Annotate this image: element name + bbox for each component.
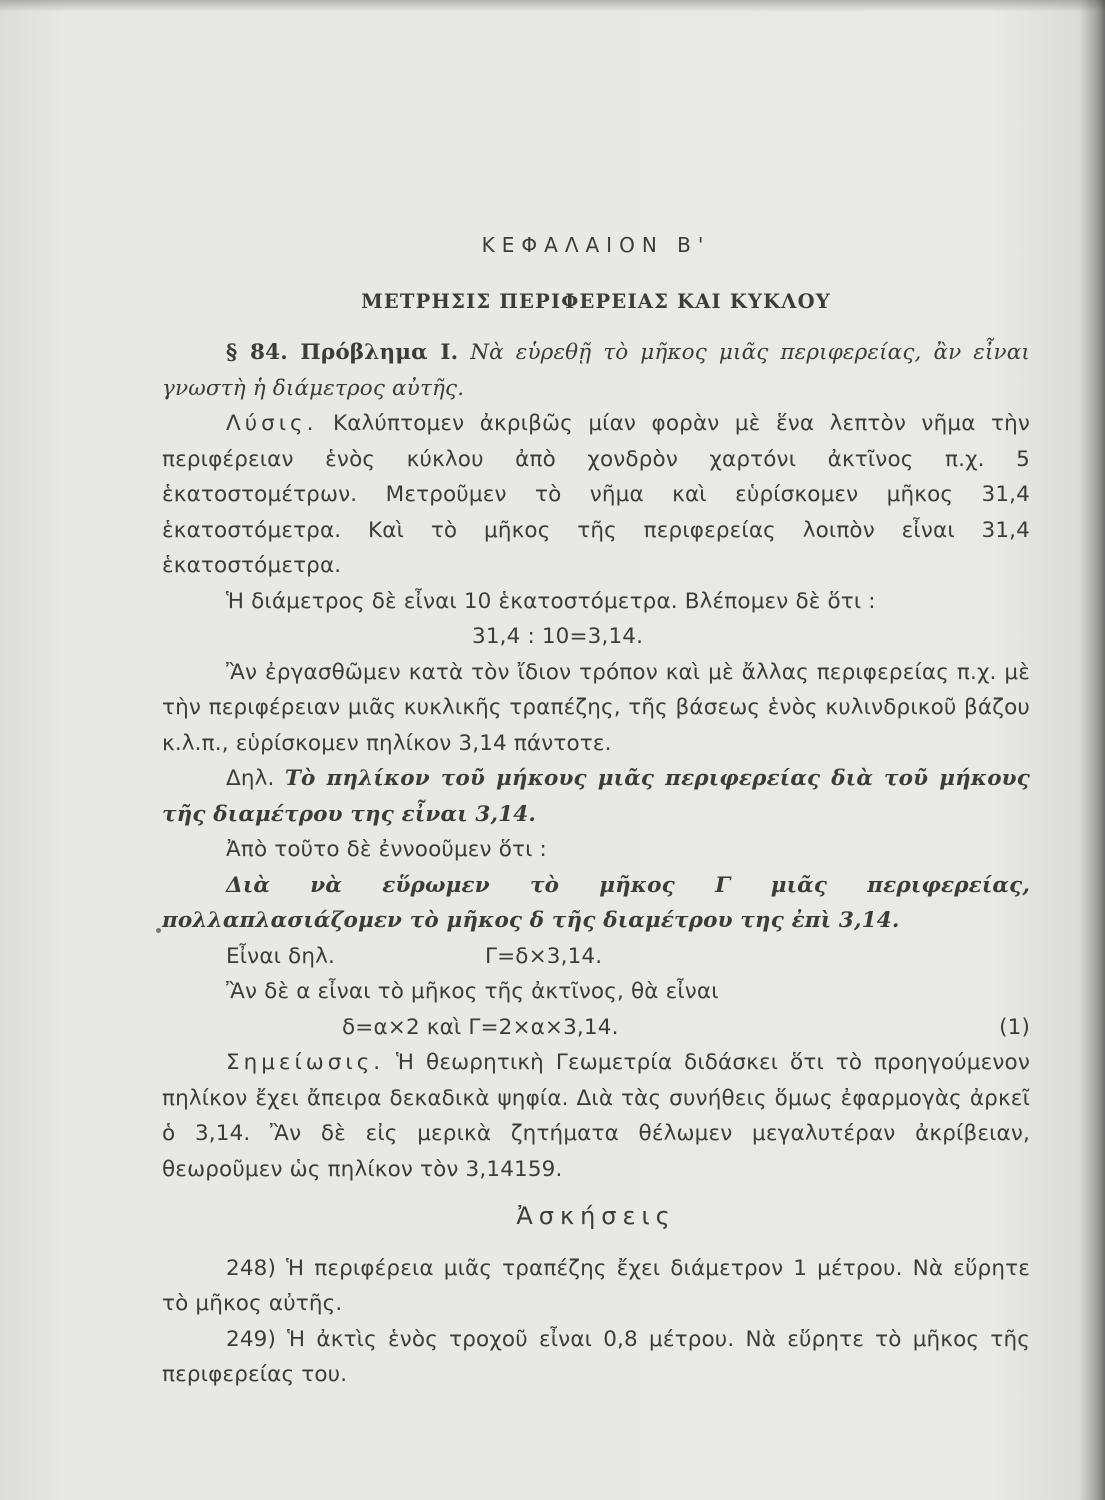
note-paragraph — [162, 1045, 1030, 1187]
solution-text: Καλύπτομεν ἀκριβῶς μίαν φορὰν μὲ ἕνα λεπτὸν νῆμα τὴν περιφέρειαν ἑνὸς κύκλου ἀπὸ χονδρὸν χαρτόνι ἀκτῖνος π.χ. 5 ἑκατοστομέτρων. Μετροῦμεν τὸ νῆμα καὶ εὑρίσκομεν μῆκος 31,4 ἑκατοστόμετρα. Καὶ τὸ μῆκος τῆς περιφερείας λοιπὸν εἶναι 31,4 ἑκατοστόμετρα. — [162, 411, 1031, 578]
rule-text: Διὰ νὰ εὕρωμεν τὸ μῆκος Γ μιᾶς περιφερείας, πολλαπλασιάζομεν τὸ μῆκος δ τῆς διαμέτρου της ἐπὶ 3,14. — [162, 872, 1030, 933]
solution-paragraph — [162, 406, 1030, 584]
formula-g: Γ=δ×3,14. — [485, 943, 603, 969]
radius-formula: δ=α×2 καὶ Γ=2×α×3,14. — [342, 1014, 619, 1040]
problem-number: § 84. Πρόβλημα Ι. — [226, 340, 459, 365]
page-content — [162, 228, 1030, 1393]
conclusion-paragraph — [162, 761, 1030, 832]
repeat-paragraph: Ἂν ἐργασθῶμεν κατὰ τὸν ἴδιον τρόπον καὶ μὲ ἄλλας περιφερείας π.χ. μὲ τὴν περιφέρειαν μιᾶς κυκλικῆς τραπέζης, τῆς βάσεως ἑνὸς κυλινδρικοῦ βάζου κ.λ.π., εὑρίσκομεν πηλίκον 3,14 πάντοτε. — [162, 659, 1030, 756]
binding-shadow — [1079, 0, 1105, 1500]
radius-paragraph: Ἂν δὲ α εἶναι τὸ μῆκος τῆς ἀκτῖνος, θὰ εἶναι — [226, 979, 719, 1004]
that-is-label: Εἶναι δηλ. — [226, 943, 335, 969]
solution-label: Λύσις. — [226, 411, 318, 436]
radius-formula-line — [162, 1010, 1030, 1046]
formula-number: (1) — [999, 1014, 1030, 1040]
exercise-item: 248) Ἡ περιφέρεια μιᾶς τραπέζης ἔχει διάμετρον 1 μέτρου. Νὰ εὕρητε τὸ μῆκος αὐτῆς. — [162, 1255, 1030, 1316]
print-speck — [156, 928, 161, 933]
section-title: ΜΕΤΡΗΣΙΣ ΠΕΡΙΦΕΡΕΙΑΣ ΚΑΙ ΚΥΚΛΟΥ — [361, 289, 831, 313]
exercises-heading: Ἀσκήσεις — [516, 1202, 676, 1230]
exercise-item: 249) Ἡ ἀκτὶς ἑνὸς τροχοῦ εἶναι 0,8 μέτρου. Νὰ εὕρητε τὸ μῆκος τῆς περιφερείας του. — [162, 1326, 1030, 1387]
ratio-formula: 31,4 : 10=3,14. — [472, 624, 644, 649]
conclusion-text: Τὸ πηλίκον τοῦ μήκους μιᾶς περιφερείας διὰ τοῦ μήκους τῆς διαμέτρου της εἶναι 3,14. — [162, 766, 1030, 827]
formula-g-line — [162, 939, 1030, 975]
understand-paragraph: Ἀπὸ τοῦτο δὲ ἐννοοῦμεν ὅτι : — [226, 837, 547, 862]
note-text: Ἡ θεωρητικὴ Γεωμετρία διδάσκει ὅτι τὸ προηγούμενον πηλίκον ἔχει ἄπειρα δεκαδικὰ ψηφία. Διὰ τὰς συνήθεις ὅμως ἐφαρμογὰς ἀρκεῖ ὁ 3,14. Ἂν δὲ εἰς μερικὰ ζητήματα θέλωμεν μεγαλυτέραν ἀκρίβειαν, θεωροῦμεν ὡς πηλίκον τὸν 3,14159. — [162, 1050, 1030, 1182]
chapter-heading: ΚΕΦΑΛΑΙΟΝ Β' — [481, 233, 711, 257]
diameter-paragraph: Ἡ διάμετρος δὲ εἶναι 10 ἑκατοστόμετρα. Βλέπομεν δὲ ὅτι : — [226, 588, 876, 614]
problem-statement: Νὰ εὑρεθῇ τὸ μῆκος μιᾶς περιφερείας, ἂν εἶναι γνωστὴ ἡ διάμετρος αὐτῆς. — [162, 340, 1030, 401]
problem-paragraph — [162, 335, 1030, 406]
rule-paragraph — [162, 868, 1030, 939]
conclusion-lead: Δηλ. — [226, 766, 275, 791]
note-label: Σημείωσις. — [226, 1050, 385, 1075]
top-edge-shadow — [0, 0, 1105, 12]
